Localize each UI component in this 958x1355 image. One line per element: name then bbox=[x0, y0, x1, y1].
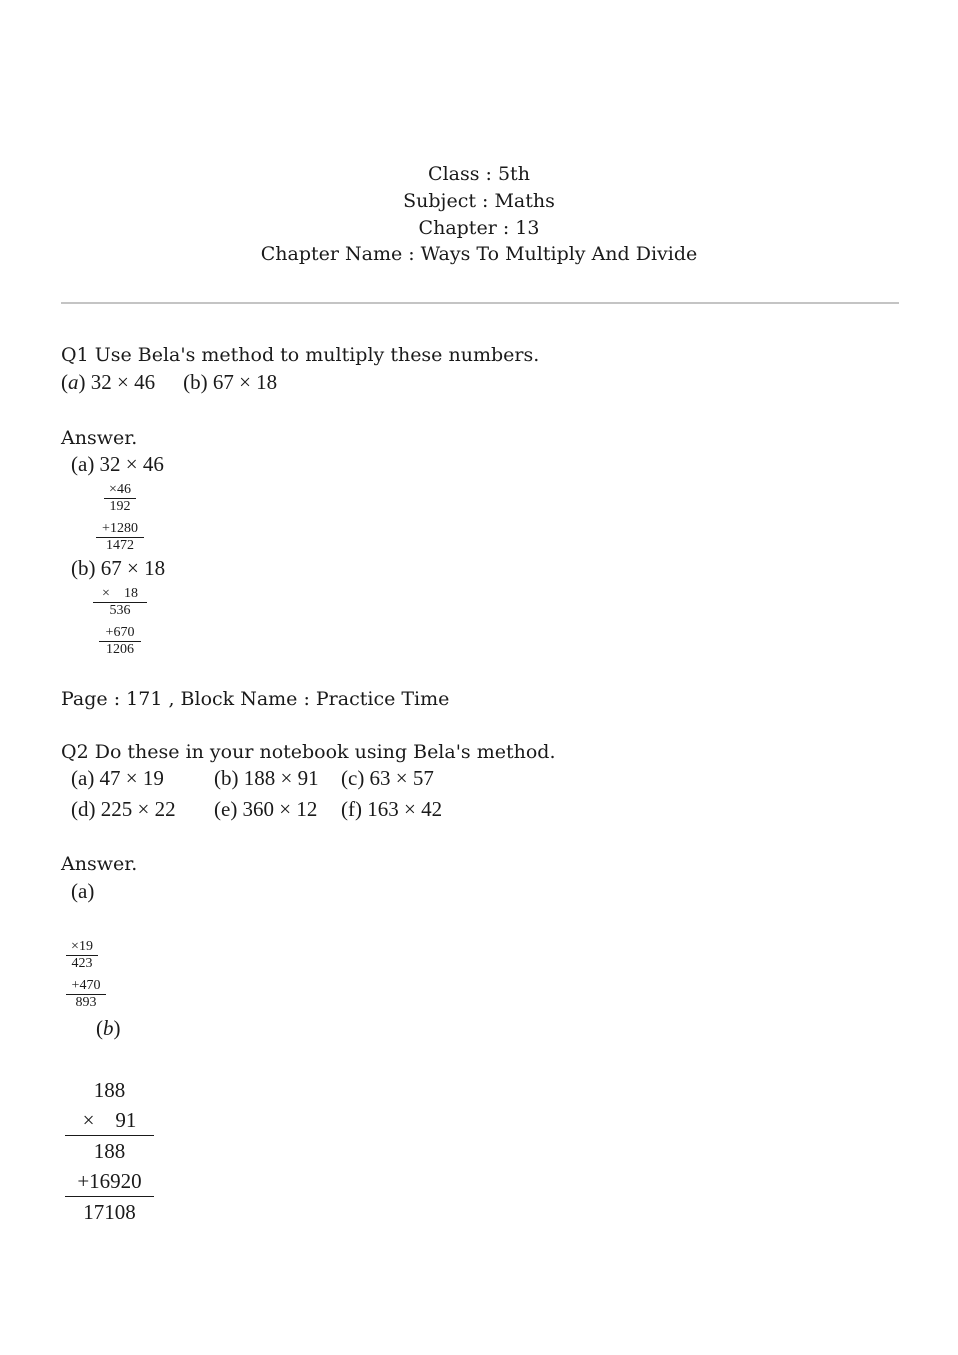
step-result: 893 bbox=[75, 995, 97, 1010]
step-multiplier: × 18 bbox=[93, 586, 147, 603]
subject-line: Subject : Maths bbox=[403, 190, 555, 212]
step-result: 1206 bbox=[106, 642, 134, 657]
step-multiplier: ×19 bbox=[66, 939, 98, 956]
step-multiplicand: 188 bbox=[93, 1078, 126, 1102]
step-partial-product: 192 bbox=[109, 499, 131, 514]
step-partial-product: 536 bbox=[109, 603, 131, 618]
class-line: Class : 5th bbox=[428, 163, 530, 185]
q1-answer-a-working bbox=[96, 482, 144, 554]
step-partial-product: 188 bbox=[93, 1139, 126, 1163]
q2-answer-label: Answer. bbox=[61, 853, 138, 875]
step-partial-product: 423 bbox=[71, 956, 93, 971]
q2-part-f: (f) 163 × 42 bbox=[341, 797, 443, 821]
step-multiplier: ×46 bbox=[104, 482, 136, 499]
q1-answer-label: Answer. bbox=[61, 427, 138, 449]
step-partial-product: +470 bbox=[66, 978, 106, 995]
header-divider bbox=[61, 302, 899, 304]
step-result: 17108 bbox=[83, 1200, 136, 1224]
step-partial-product: +16920 bbox=[65, 1166, 154, 1197]
q2-part-b: (b) 188 × 91 bbox=[214, 766, 319, 790]
q2-part-d: (d) 225 × 22 bbox=[71, 797, 176, 821]
q2-part-a: (a) 47 × 19 bbox=[71, 766, 164, 790]
q2-answer-a-heading: (a) bbox=[71, 879, 95, 903]
step-partial-product: +670 bbox=[99, 625, 141, 642]
chapter-name-line: Chapter Name : Ways To Multiply And Divide bbox=[260, 243, 698, 265]
q2-answer-a-working bbox=[66, 939, 106, 1011]
page-reference: Page : 171 , Block Name : Practice Time bbox=[61, 688, 450, 710]
q1-answer-b-heading: (b) 67 × 18 bbox=[71, 556, 166, 580]
q2-question: Q2 Do these in your notebook using Bela's method. bbox=[61, 741, 556, 763]
step-partial-product: +1280 bbox=[96, 521, 144, 538]
q1-part-a: (a) 32 × 46 bbox=[61, 370, 156, 394]
step-multiplier: × 91 bbox=[65, 1105, 154, 1136]
step-result: 1472 bbox=[106, 538, 134, 553]
q1-part-b: (b) 67 × 18 bbox=[183, 370, 278, 394]
q2-answer-b-working bbox=[65, 1075, 154, 1227]
q2-answer-b-heading: (b) bbox=[96, 1016, 121, 1040]
q1-answer-a-heading: (a) 32 × 46 bbox=[71, 452, 164, 476]
q2-part-c: (c) 63 × 57 bbox=[341, 766, 434, 790]
q1-answer-b-working bbox=[93, 586, 147, 658]
chapter-line: Chapter : 13 bbox=[418, 217, 540, 239]
q1-parts bbox=[61, 370, 277, 395]
q2-part-e: (e) 360 × 12 bbox=[214, 797, 318, 821]
q1-question: Q1 Use Bela's method to multiply these numbers. bbox=[61, 344, 540, 366]
